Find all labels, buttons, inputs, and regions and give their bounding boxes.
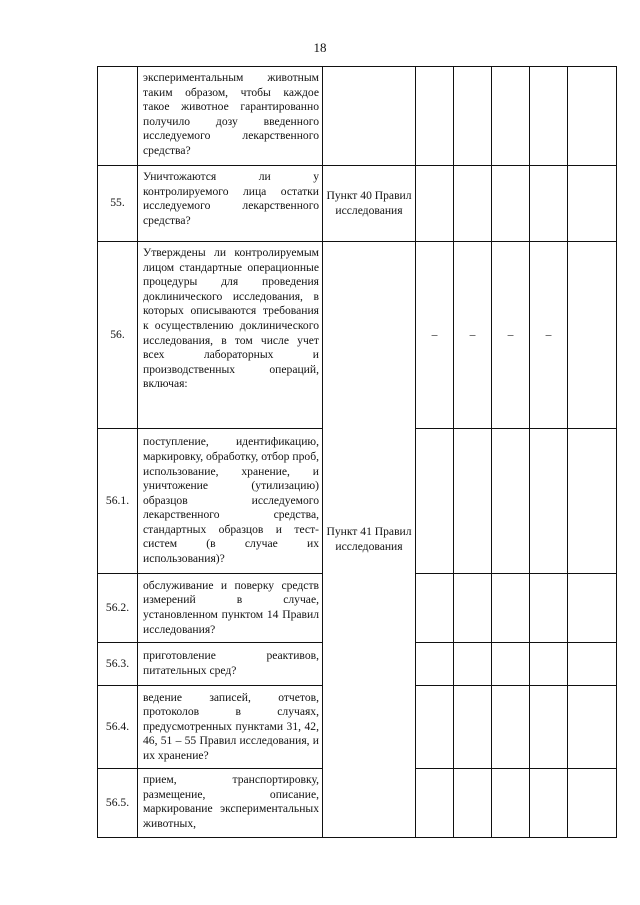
row-number: 56.2. [98,574,138,643]
answer-cell[interactable] [416,643,454,686]
question-cell [138,429,323,574]
answer-cell[interactable] [454,643,492,686]
reference-cell: Пункт 40 Правил исследования [323,166,416,242]
question-cell [138,574,323,643]
answer-cell[interactable] [530,166,568,242]
question-text: Утверждены ли контролируемым лицом стандартные операционные процедуры для проведения доклинического исследования, в которых описываются требования к осуществлению доклинического исследования, в том числе учет всех лабораторных и производственных операций, включая: [143,246,319,391]
answer-cell[interactable] [530,574,568,643]
answer-cell[interactable] [454,574,492,643]
answer-cell[interactable] [530,643,568,686]
question-text: обслуживание и поверку средств измерений в случае, установленном пунктом 14 Правил исследования? [143,578,319,636]
row-number: 56.5. [98,769,138,838]
answer-cell[interactable] [416,686,454,769]
question-cell [138,67,323,166]
answer-cell[interactable] [416,574,454,643]
answer-cell[interactable] [492,574,530,643]
answer-cell[interactable] [568,769,617,838]
row-number: 55. [98,166,138,242]
notes-cell[interactable] [568,686,617,769]
question-cell [138,769,323,838]
answer-cell[interactable] [530,686,568,769]
question-text: Уничтожаются ли у контролируемого лица остатки исследуемого лекарственного средства? [143,170,319,227]
row-number: 56.3. [98,643,138,686]
notes-cell[interactable] [568,166,617,242]
answer-cell[interactable] [492,67,530,166]
question-text: приготовление реактивов, питательных сред? [143,649,319,677]
page-number: 18 [313,40,327,55]
table-row [98,67,617,166]
answer-cell[interactable] [416,429,454,574]
answer-cell[interactable] [492,686,530,769]
answer-cell[interactable]: – [492,242,530,429]
question-text: поступление, идентификацию, маркировку, обработку, отбор проб, использование, хранение, и уничтожение (утилизацию) образцов исследуемого лекарственного средства, стандартных образцов и тест-систем (в случае их использования)? [143,435,319,566]
answer-cell[interactable] [454,686,492,769]
notes-cell[interactable] [568,242,617,429]
question-cell [138,686,323,769]
question-cell [138,242,323,429]
reference-cell: Пункт 41 Правил исследования [323,242,416,838]
answer-cell[interactable]: – [530,242,568,429]
reference-cell [416,769,454,838]
row-number: 56.1. [98,429,138,574]
answer-cell[interactable]: – [416,242,454,429]
notes-cell[interactable] [568,574,617,643]
row-number: 56. [98,242,138,429]
answer-cell[interactable] [492,643,530,686]
notes-cell[interactable] [568,429,617,574]
table-row [98,242,617,429]
question-text: ведение записей, отчетов, протоколов в случаях, предусмотренных пунктами 31, 42, 46, 51 – 55 Правил исследования, и их хранение? [143,690,319,762]
notes-cell[interactable] [568,67,617,166]
answer-cell[interactable] [530,67,568,166]
answer-cell[interactable] [492,166,530,242]
notes-cell[interactable] [568,643,617,686]
question-text: экспериментальным животным таким образом, чтобы каждое такое животное гарантированно получило дозу введенного исследуемого лекарственного средства? [143,71,319,157]
answer-cell[interactable] [416,67,454,166]
reference-cell [323,67,416,166]
question-cell [138,166,323,242]
answer-cell[interactable] [530,429,568,574]
answer-cell[interactable] [454,769,492,838]
answer-cell[interactable] [530,769,568,838]
answer-cell[interactable] [454,429,492,574]
answer-cell[interactable]: – [454,242,492,429]
question-cell [138,643,323,686]
answer-cell[interactable] [492,769,530,838]
answer-cell[interactable] [492,429,530,574]
row-number: 56.4. [98,686,138,769]
table-row [98,166,617,242]
answer-cell[interactable] [454,67,492,166]
answer-cell[interactable] [454,166,492,242]
question-text: прием, транспортировку, размещение, описание, маркирование экспериментальных животных, [143,773,319,830]
checklist-table [97,66,617,838]
answer-cell[interactable] [416,166,454,242]
row-number [98,67,138,166]
